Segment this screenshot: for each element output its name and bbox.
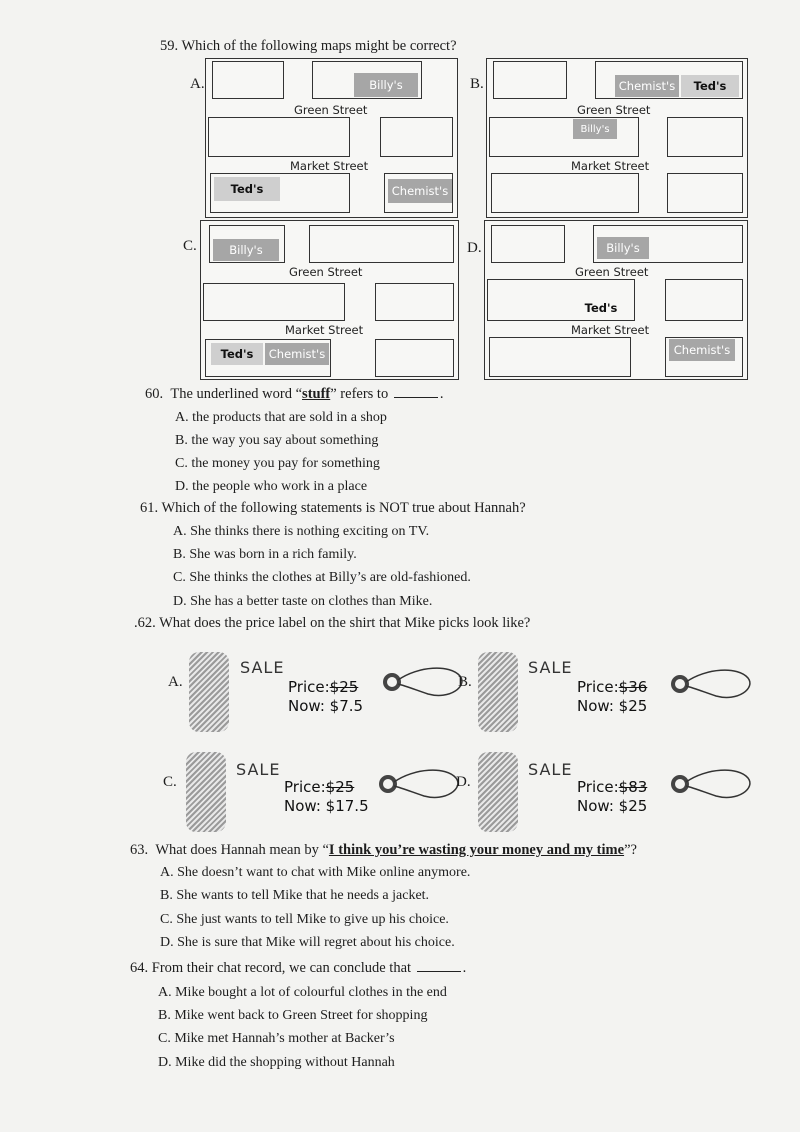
price-label bbox=[288, 678, 363, 716]
option-60-a[interactable]: A. the products that are sold in a shop bbox=[175, 410, 387, 425]
option-60-b[interactable]: B. the way you say about something bbox=[175, 433, 379, 448]
price-label bbox=[577, 778, 647, 816]
shop-billys: Billy's bbox=[354, 73, 418, 97]
label-d-letter[interactable]: D. bbox=[456, 774, 471, 790]
block bbox=[667, 117, 743, 157]
street-market: Market Street bbox=[571, 159, 650, 173]
question-text: 64. From their chat record, we can conclude that bbox=[130, 960, 412, 976]
block bbox=[208, 117, 350, 157]
string-tag-icon bbox=[380, 660, 470, 706]
street-market: Market Street bbox=[571, 323, 650, 337]
option-64-c[interactable]: C. Mike met Hannah’s mother at Backer’s bbox=[158, 1031, 395, 1046]
question-text: . bbox=[439, 386, 444, 402]
block bbox=[491, 225, 565, 263]
street-market: Market Street bbox=[290, 159, 369, 173]
block bbox=[491, 173, 639, 213]
question-64 bbox=[130, 960, 466, 977]
now-price: Now: $25 bbox=[577, 797, 648, 815]
street-market: Market Street bbox=[285, 323, 364, 337]
block bbox=[375, 339, 454, 377]
shop-billys: Billy's bbox=[597, 237, 649, 259]
street-green: Green Street bbox=[577, 103, 651, 117]
price-label bbox=[577, 678, 647, 716]
block bbox=[493, 61, 567, 99]
price-label bbox=[284, 778, 369, 816]
now-price: Now: $17.5 bbox=[284, 797, 369, 815]
question-text: . bbox=[462, 960, 467, 976]
question-60 bbox=[145, 386, 443, 403]
question-59: 59. Which of the following maps might be correct? bbox=[160, 38, 457, 54]
option-60-c[interactable]: C. the money you pay for something bbox=[175, 456, 380, 471]
street-green: Green Street bbox=[575, 265, 649, 279]
question-text: ” refers to bbox=[330, 386, 389, 402]
sale-text: SALE bbox=[236, 760, 281, 779]
sale-text: SALE bbox=[240, 658, 285, 677]
shop-billys: Billy's bbox=[573, 119, 617, 139]
tag-icon bbox=[478, 752, 518, 832]
block bbox=[489, 337, 631, 377]
question-number: 63. bbox=[130, 842, 149, 858]
option-64-a[interactable]: A. Mike bought a lot of colourful clothes in the end bbox=[158, 985, 447, 1000]
map-d-letter[interactable]: D. bbox=[467, 240, 482, 256]
option-64-b[interactable]: B. Mike went back to Green Street for shopping bbox=[158, 1008, 428, 1023]
map-c bbox=[200, 220, 459, 380]
shop-teds: Ted's bbox=[681, 75, 739, 97]
old-price: $36 bbox=[618, 678, 648, 696]
question-text: The underlined word “ bbox=[170, 386, 303, 402]
label-a-letter[interactable]: A. bbox=[168, 674, 183, 690]
block bbox=[375, 283, 454, 321]
string-tag-icon bbox=[668, 762, 758, 808]
option-63-d[interactable]: D. She is sure that Mike will regret about his choice. bbox=[160, 935, 455, 950]
underlined-quote: I think you’re wasting your money and my time bbox=[328, 842, 625, 858]
shop-teds: Ted's bbox=[584, 301, 618, 315]
price-prefix: Price: bbox=[284, 778, 326, 796]
option-61-b[interactable]: B. She was born in a rich family. bbox=[173, 547, 357, 562]
option-61-a[interactable]: A. She thinks there is nothing exciting on TV. bbox=[173, 524, 430, 539]
option-60-d[interactable]: D. the people who work in a place bbox=[175, 479, 368, 494]
now-price: Now: $25 bbox=[577, 697, 648, 715]
block bbox=[203, 283, 345, 321]
price-prefix: Price: bbox=[577, 778, 619, 796]
block bbox=[309, 225, 454, 263]
block bbox=[667, 173, 743, 213]
shop-chemists: Chemist's bbox=[265, 343, 329, 365]
now-price: Now: $7.5 bbox=[288, 697, 364, 715]
underlined-word: stuff bbox=[302, 386, 331, 402]
question-text: ”? bbox=[624, 842, 637, 858]
tag-icon bbox=[478, 652, 518, 732]
string-tag-icon bbox=[668, 662, 758, 708]
question-63 bbox=[130, 842, 637, 859]
option-64-d[interactable]: D. Mike did the shopping without Hannah bbox=[158, 1055, 395, 1070]
old-price: $25 bbox=[325, 778, 355, 796]
option-63-c[interactable]: C. She just wants to tell Mike to give up his choice. bbox=[160, 912, 449, 927]
map-c-letter[interactable]: C. bbox=[183, 238, 197, 254]
price-prefix: Price: bbox=[288, 678, 330, 696]
option-61-c[interactable]: C. She thinks the clothes at Billy’s are old-fashioned. bbox=[173, 570, 471, 585]
old-price: $25 bbox=[329, 678, 359, 696]
option-61-d[interactable]: D. She has a better taste on clothes than Mike. bbox=[173, 594, 433, 609]
map-b bbox=[486, 58, 748, 218]
label-b-letter[interactable]: B. bbox=[458, 674, 472, 690]
option-63-a[interactable]: A. She doesn’t want to chat with Mike online anymore. bbox=[160, 865, 471, 880]
price-prefix: Price: bbox=[577, 678, 619, 696]
tag-icon bbox=[189, 652, 229, 732]
shop-teds: Ted's bbox=[211, 343, 263, 365]
map-b-letter[interactable]: B. bbox=[470, 76, 484, 92]
option-63-b[interactable]: B. She wants to tell Mike that he needs a jacket. bbox=[160, 888, 430, 903]
sale-text: SALE bbox=[528, 760, 573, 779]
block bbox=[212, 61, 284, 99]
map-a-letter[interactable]: A. bbox=[190, 76, 205, 92]
shop-chemists: Chemist's bbox=[669, 339, 735, 361]
old-price: $83 bbox=[618, 778, 648, 796]
question-text: What does Hannah mean by “ bbox=[155, 842, 329, 858]
shop-chemists: Chemist's bbox=[388, 179, 452, 203]
street-green: Green Street bbox=[294, 103, 368, 117]
tag-icon bbox=[186, 752, 226, 832]
answer-blank bbox=[394, 397, 438, 398]
sale-text: SALE bbox=[528, 658, 573, 677]
shop-teds: Ted's bbox=[214, 177, 280, 201]
block bbox=[380, 117, 453, 157]
question-61: 61. Which of the following statements is NOT true about Hannah? bbox=[140, 500, 526, 516]
shop-billys: Billy's bbox=[213, 239, 279, 261]
street-green: Green Street bbox=[289, 265, 363, 279]
question-number: 60. bbox=[145, 386, 164, 402]
map-a bbox=[205, 58, 458, 218]
label-c-letter[interactable]: C. bbox=[163, 774, 177, 790]
string-tag-icon bbox=[376, 762, 466, 808]
map-d bbox=[484, 220, 748, 380]
block bbox=[665, 279, 743, 321]
shop-chemists: Chemist's bbox=[615, 75, 679, 97]
question-62: .62. What does the price label on the shirt that Mike picks look like? bbox=[134, 615, 531, 631]
answer-blank bbox=[417, 971, 461, 972]
